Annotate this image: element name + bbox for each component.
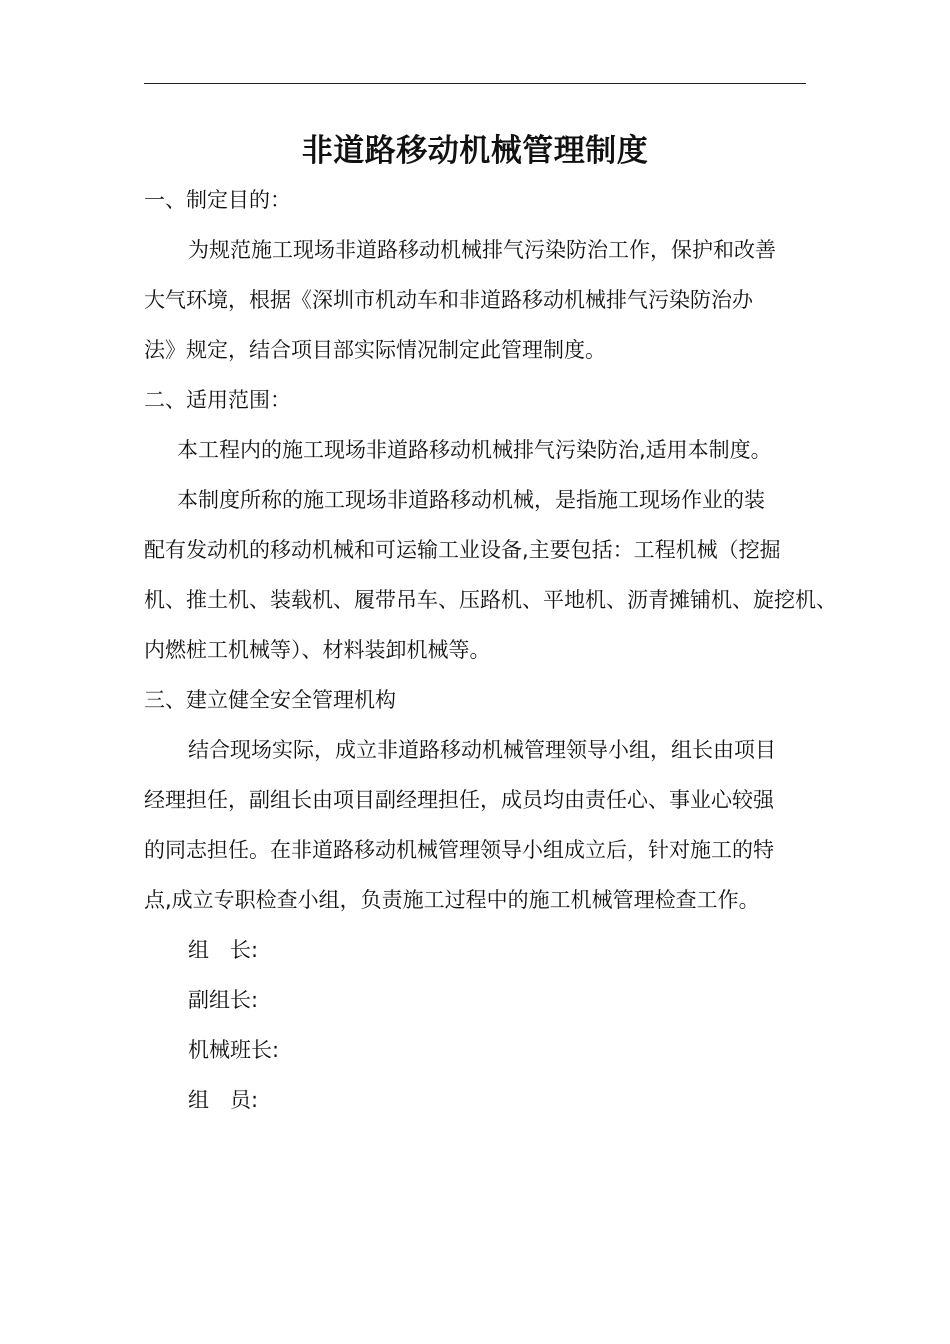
section-heading-organization: 三、建立健全安全管理机构: [144, 688, 396, 712]
paragraph-line: 大气环境，根据《深圳市机动车和非道路移动机械排气污染防治办: [144, 288, 753, 312]
section-heading-scope: 二、适用范围：: [144, 388, 291, 412]
member-deputy-label: [144, 975, 816, 1025]
document-title: 非道路移动机械管理制度: [301, 133, 649, 169]
paragraph-line: 法》规定，结合项目部实际情况制定此管理制度。: [144, 338, 606, 362]
member-leader-label: [144, 925, 816, 975]
paragraph-line: 点,成立专职检查小组，负责施工过程中的施工机械管理检查工作。: [144, 888, 760, 912]
member-member-text: 组 员:: [188, 1088, 259, 1112]
paragraph-line: 内燃桩工机械等）、材料装卸机械等。: [144, 638, 491, 662]
header-rule: [144, 83, 806, 84]
member-mechanic-head-text: 机械班长:: [188, 1038, 280, 1062]
document-body: [144, 175, 837, 1125]
paragraph-line: 为规范施工现场非道路移动机械排气污染防治工作，保护和改善: [188, 238, 776, 262]
paragraph-line: 的同志担任。在非道路移动机械管理领导小组成立后，针对施工的特: [144, 838, 774, 862]
member-leader-text: 组 长:: [188, 938, 259, 962]
section-heading-purpose: 一、制定目的：: [144, 188, 291, 212]
paragraph-line: 配有发动机的移动机械和可运输工业设备,主要包括：工程机械（挖掘: [144, 538, 781, 562]
member-mechanic-head-label: [144, 1025, 816, 1075]
paragraph-line: 机、推土机、装载机、履带吊车、压路机、平地机、沥青摊铺机、旋挖机、: [144, 588, 837, 612]
member-member-label: [144, 1075, 816, 1125]
paragraph-line: 经理担任，副组长由项目副经理担任，成员均由责任心、事业心较强: [144, 788, 774, 812]
paragraph-line: 结合现场实际，成立非道路移动机械管理领导小组，组长由项目: [188, 738, 776, 762]
paragraph-line: 本制度所称的施工现场非道路移动机械，是指施工现场作业的装: [177, 488, 765, 512]
paragraph-line: 本工程内的施工现场非道路移动机械排气污染防治,适用本制度。: [177, 438, 772, 462]
member-deputy-text: 副组长:: [188, 988, 259, 1012]
